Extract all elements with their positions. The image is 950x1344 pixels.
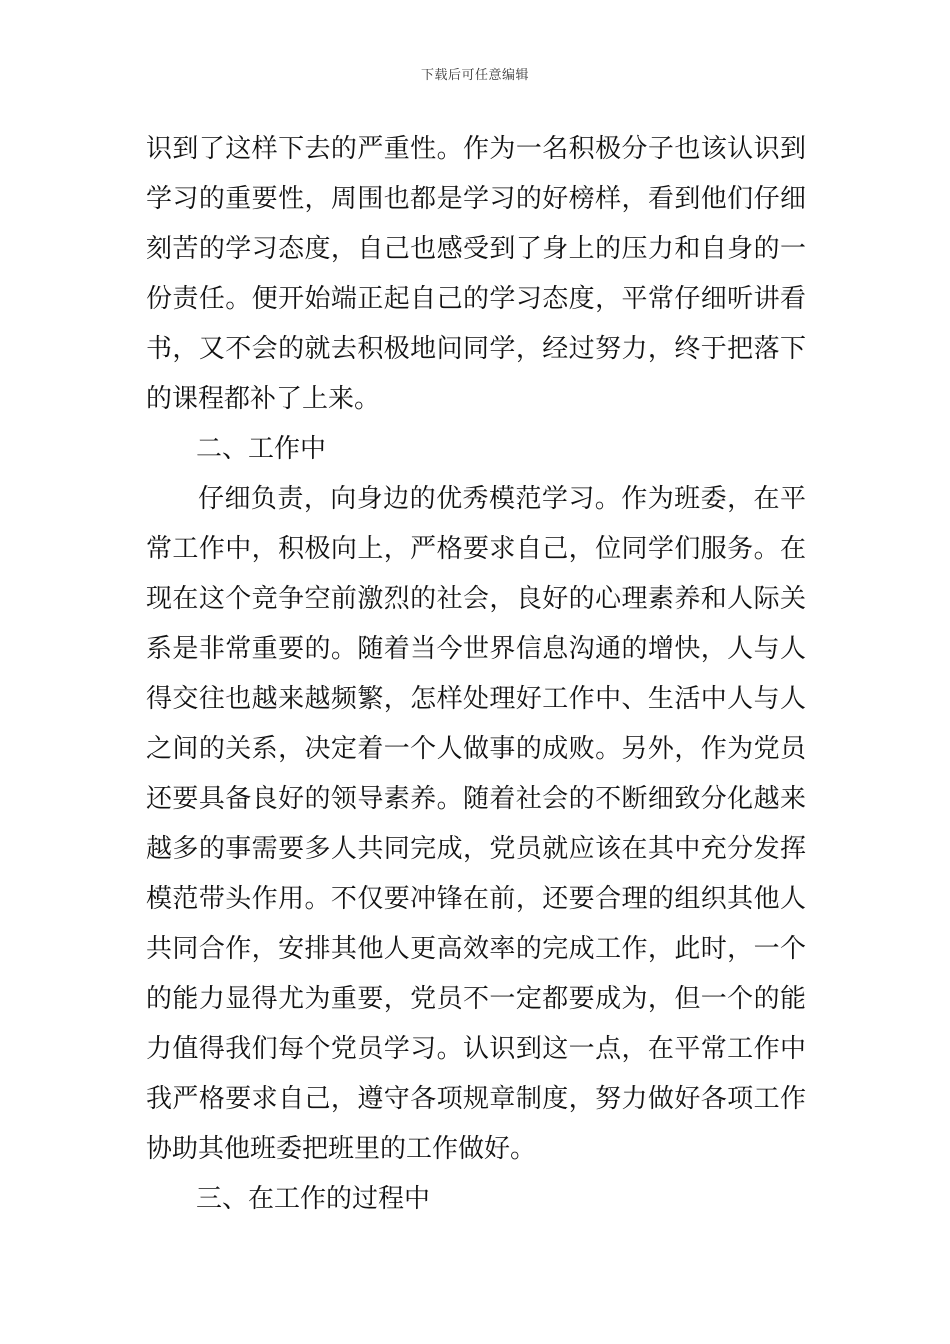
text-line: 识到了这样下去的严重性。作为一名积极分子也该认识到 [146, 134, 806, 164]
text-line: 现在这个竞争空前激烈的社会，良好的心理素养和人际关 [146, 584, 806, 614]
document-body [146, 124, 806, 1224]
text-line: 之间的关系，决定着一个人做事的成败。另外，作为党员 [146, 734, 806, 764]
page-header: 下载后可任意编辑 [420, 68, 529, 83]
text-line: 的课程都补了上来。 [146, 384, 381, 414]
text-line: 我严格要求自己，遵守各项规章制度，努力做好各项工作 [146, 1084, 806, 1114]
text-line: 刻苦的学习态度，自己也感受到了身上的压力和自身的一 [146, 234, 806, 264]
text-line: 协助其他班委把班里的工作做好。 [146, 1134, 537, 1164]
text-line: 模范带头作用。不仅要冲锋在前，还要合理的组织其他人 [146, 884, 806, 914]
text-line: 份责任。便开始端正起自己的学习态度，平常仔细听讲看 [146, 284, 806, 314]
section-heading: 二、工作中 [196, 434, 327, 464]
paragraph-first-line: 仔细负责，向身边的优秀模范学习。作为班委，在平 [198, 484, 806, 514]
text-line: 系是非常重要的。随着当今世界信息沟通的增快，人与人 [146, 634, 806, 664]
text-line: 得交往也越来越频繁，怎样处理好工作中、生活中人与人 [146, 684, 806, 714]
text-line: 还要具备良好的领导素养。随着社会的不断细致分化越来 [146, 784, 806, 814]
text-line: 越多的事需要多人共同完成，党员就应该在其中充分发挥 [146, 834, 806, 864]
text-line: 学习的重要性，周围也都是学习的好榜样，看到他们仔细 [146, 184, 806, 214]
text-line: 的能力显得尤为重要，党员不一定都要成为，但一个的能 [146, 984, 806, 1014]
text-line: 力值得我们每个党员学习。认识到这一点，在平常工作中 [146, 1034, 806, 1064]
text-line: 共同合作，安排其他人更高效率的完成工作，此时，一个 [146, 934, 806, 964]
text-line: 常工作中，积极向上，严格要求自己，位同学们服务。在 [146, 534, 806, 564]
text-line: 书，又不会的就去积极地问同学，经过努力，终于把落下 [146, 334, 806, 364]
section-heading: 三、在工作的过程中 [196, 1184, 431, 1214]
